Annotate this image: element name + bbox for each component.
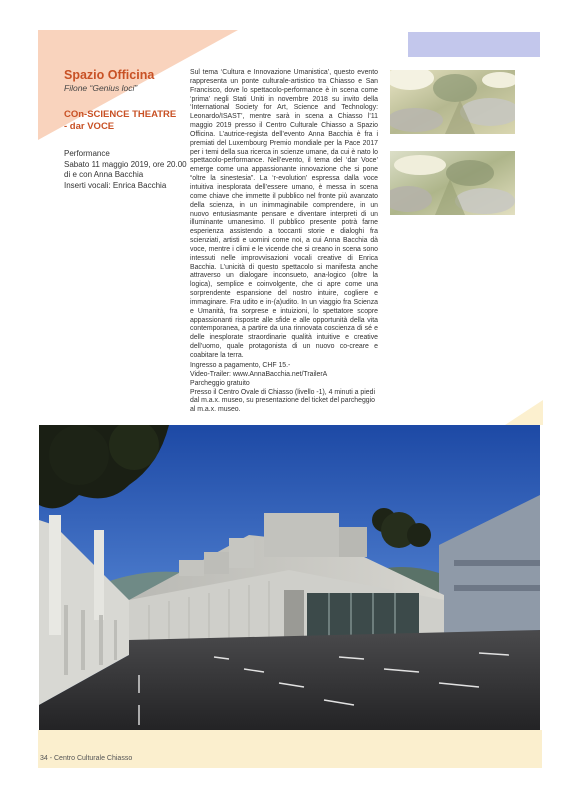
page-footer: 34 - Centro Culturale Chiasso — [40, 755, 133, 762]
article-paragraph: Sul tema ‘Cultura e Innovazione Umanistica’, questo evento rappresenta un ponte culturale-artistico tra Chiasso e San Francisco, dove lo spettacolo-performance è in scena come ‘prima’ negli Stati Uniti in novembre 2018 su invito della ‘International Society for Art, Science and Technology: Leonardo/ISAST’, mentre sarà in scena a Chiasso l’11 maggio 2019 presso il Centro Culturale Chiasso a Spazio Officina. L’autrice-regista dell’evento Anna Bacchia è fra i premiati del Luxembourg Premio mondiale per la Pace 2017 per i temi della sua ricerca in scienze umane, da cui è nato lo spettacolo-performance. Nell’evento, il tema del ‘dar Voce’ emerge come una appassionante innovazione che si pone “oltre la sinestesia”. La ‘r-evolution’ espressa dalla voce intuitiva inesplorata dell’essere umano, è messa in scena come chiave che immette il pubblico nel fronte più avanzato della scienza, in un inimmaginabile comprendere, in un nuovo entusiasmante pensare e diventare interpreti di un illuminante umanesimo. Il pubblico presente potrà farne esperienza assistendo a toccanti storie e dialoghi fra scienziati, artisti e uomini come noi, a cui Anna Bacchia dà voce, mentre i climi e le vicende che si creano in scena sono intessuti nelle improvvisazioni vocali creative di Enrica Bacchia. L’unicità di questo spettacolo si manifesta anche attraverso un dialogare inconsueto, ana-logico (oltre la logica), semplice e coinvolgente, che ci apre come una sorprendente espansione del nostro intuire, cogliere e immaginare. Fra udito e in-(a)udito. In un viaggio fra Scienza e Umanità, fra sorprese e intuizioni, lo spettatore scopre appassionanti risposte alle sfide e alle opportunità della vita contemporanea, a partire da una rinnovata coscienza di sé e delle inesplorate straordinarie qualità intuitive e creative dell’uomo, quale protagonista di un nuovo co-creare e coabitare la terra. — [190, 69, 378, 359]
event-details — [64, 149, 187, 191]
event-summary — [64, 68, 187, 191]
practical-info — [190, 362, 378, 415]
article-body — [190, 69, 378, 361]
event-type: Performance — [64, 149, 110, 158]
info-location-3: al m.a.x. museo. — [190, 406, 241, 414]
event-author: di e con Anna Bacchia — [64, 170, 144, 179]
event-date: Sabato 11 maggio 2019, ore 20.00 — [64, 159, 187, 169]
info-ticket: Ingresso a pagamento, CHF 15.- — [190, 362, 291, 369]
show-title: COn-SCIENCE THEATRE - dar VOCE — [64, 109, 177, 132]
venue-title: Spazio Officina — [64, 68, 155, 82]
performance-thumbnail-image — [390, 151, 515, 215]
event-vocals: Inserti vocali: Enrica Bacchia — [64, 180, 167, 190]
info-location-1: Presso il Centro Ovale di Chiasso (livello -1), 4 minuti a piedi — [190, 388, 375, 396]
performance-thumbnail-image — [390, 70, 515, 134]
building-photo — [39, 425, 540, 730]
strand-subtitle: Filone “Genius loci” — [64, 83, 138, 93]
info-trailer: Video-Trailer: www.AnnaBacchia.net/TrailerA — [190, 370, 328, 378]
decorative-lavender-box — [408, 32, 540, 57]
info-parking: Parcheggio gratuito — [190, 379, 250, 387]
info-location-2: dal m.a.x. museo, su presentazione del ticket del parcheggio — [190, 397, 376, 405]
footer-band — [38, 730, 542, 768]
decorative-cream-triangle — [505, 400, 543, 425]
